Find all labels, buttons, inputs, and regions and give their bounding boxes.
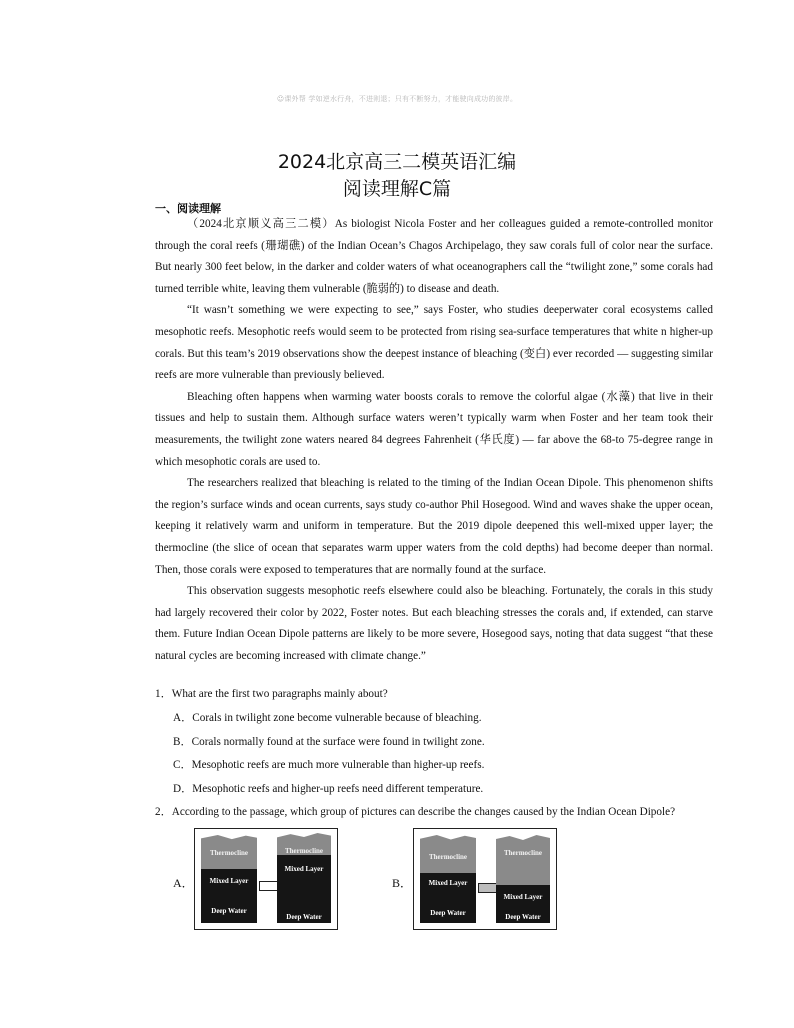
figure-a-before-deep-label: Deep Water	[211, 907, 247, 915]
figure-a-before-thermocline-label: Thermocline	[209, 849, 249, 857]
question-2-option-b-label[interactable]: B．	[392, 876, 413, 890]
figure-b-before-mixed-label: Mixed Layer	[428, 879, 468, 887]
option-b-figure[interactable]	[413, 828, 557, 930]
figure-b-before-thermocline-label: Thermocline	[428, 853, 468, 861]
figure-a-arrow-icon	[259, 881, 279, 891]
question-1-option-c[interactable]: C．Mesophotic reefs are much more vulnerable than higher-up reefs.	[173, 759, 485, 771]
question-1-option-b[interactable]: B．Corals normally found at the surface were found in twilight zone.	[173, 736, 485, 748]
figure-b-after-deep-label: Deep Water	[505, 913, 541, 921]
figure-a-after-thermocline-label: Thermocline	[284, 847, 324, 855]
figure-b-after-thermocline	[496, 835, 550, 885]
figure-b-after-thermocline-label: Thermocline	[503, 849, 543, 857]
figure-a-before-column	[201, 835, 257, 923]
paragraph-1: （2024北京顺义高三二模）As biologist Nicola Foster and her colleagues guided a remote-controlled monitor through the coral reefs (珊瑚礁) of the Indian Ocean’s Chagos Archipelago, they saw corals full of color near the surface. But nearly 300 feet below, in the darker and colder waters of what oceanographers call the “twilight zone,” some corals had turned terrible white, leaving them vulnerable (脆弱的) to disease and death.	[155, 218, 713, 295]
paragraph-3: Bleaching often happens when warming water boosts corals to remove the colorful algae (水藻) that live in their tissues and help to sustain them. Although surface waters weren’t typically warm when Foster and her team took their measurements, the twilight zone waters neared 84 degrees Fahrenheit (华氏度) — far above the 68-to 75-degree range in which mesophotic corals are used to.	[155, 390, 713, 468]
figure-b-arrow-icon	[478, 883, 498, 893]
figure-a-after-deep-label: Deep Water	[286, 913, 322, 921]
reading-passage	[155, 214, 713, 667]
question-2-option-a-label[interactable]: A．	[173, 876, 194, 890]
page-subtitle: 阅读理解C篇	[342, 178, 452, 200]
page-title: 2024北京高三二模英语汇编	[277, 151, 517, 173]
paragraph-5: This observation suggests mesophotic reefs elsewhere could also be bleaching. Fortunately, the corals in this study had largely recovered their color by 2022, Foster notes. But each bleaching stresses the corals and, if extended, can starve them. Future Indian Ocean Dipole patterns are likely to be more severe, Hosegood says, noting that data suggest “that these natural cycles are becoming increased with climate change.”	[155, 585, 713, 662]
figure-a-after-mixed-label: Mixed Layer	[284, 865, 324, 873]
figure-a-before-mixed-label: Mixed Layer	[209, 877, 249, 885]
section-heading: 一、阅读理解	[155, 202, 221, 215]
figure-b-after-mixed-label: Mixed Layer	[503, 893, 543, 901]
figure-b-after-column	[496, 835, 550, 923]
watermark-text: ☺课外帮 学如逆水行舟，不进则退；只有不断努力，才能驶向成功的彼岸。	[276, 95, 518, 103]
figure-b-before-column	[420, 835, 476, 923]
option-a-figure[interactable]	[194, 828, 338, 930]
question-1-option-a[interactable]: A．Corals in twilight zone become vulnerable because of bleaching.	[173, 712, 482, 724]
figure-a-after-column	[277, 833, 331, 923]
question-1-option-d[interactable]: D．Mesophotic reefs and higher-up reefs need different temperature.	[173, 783, 484, 795]
paragraph-2: “It wasn’t something we were expecting to see,” says Foster, who studies deeperwater coral ecosystems called mesophotic reefs. Mesophotic reefs would seem to be protected from rising sea-surface temperatures that white n higher-up corals. But this team’s 2019 observations show the deepest instance of bleaching (变白) ever recorded — suggesting similar reefs are more vulnerable than previously believed.	[155, 304, 713, 382]
question-1-stem: 1．What are the first two paragraphs mainly about?	[155, 688, 388, 700]
figure-b-before-deep-label: Deep Water	[430, 909, 466, 917]
paragraph-4: The researchers realized that bleaching is related to the timing of the Indian Ocean Dipole. This phenomenon shifts the region’s surface winds and ocean currents, says study co-author Phil Hosegood. Wind and waves shake the upper ocean, keeping it relatively warm and uniform in temperature. But the 2019 dipole deepened this well-mixed upper layer; the thermocline (the slice of ocean that separates warm upper waters from the cold depths) had become deeper than normal. Then, those corals were exposed to temperatures that are normally found at the surface.	[155, 477, 713, 576]
question-2-stem: 2．According to the passage, which group of pictures can describe the changes caused by the Indian Ocean Dipole?	[155, 806, 676, 818]
